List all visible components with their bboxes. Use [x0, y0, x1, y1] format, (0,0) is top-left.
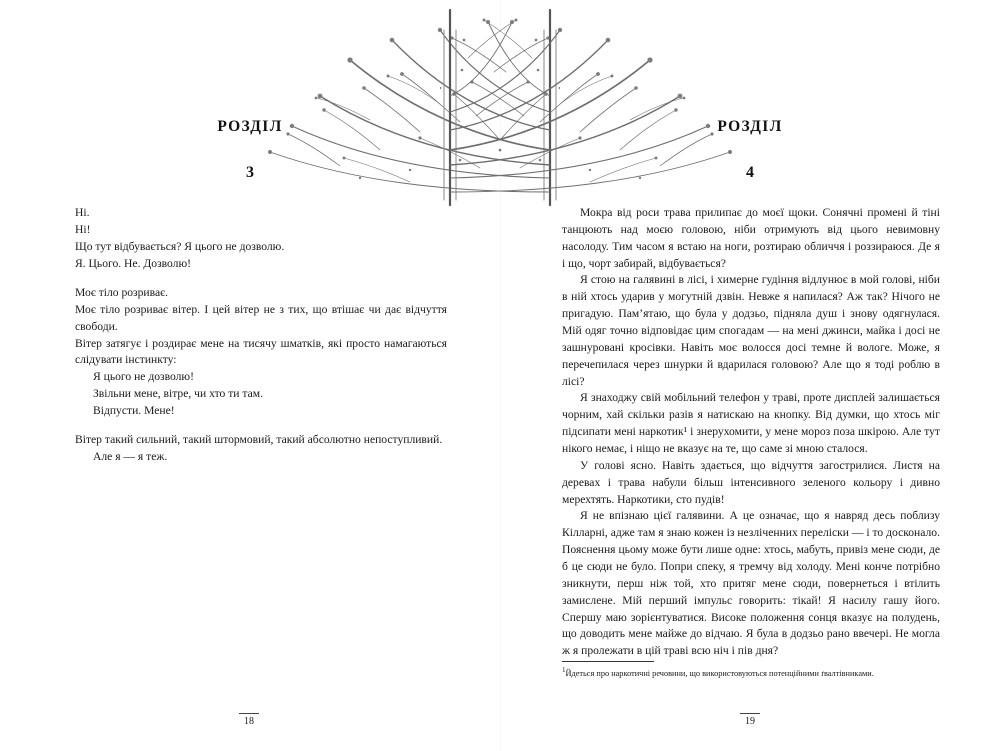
- paragraph: У голові ясно. Навіть здається, що відчуття загострилися. Листя на деревах і трава набули більш інтенсивного зеленого кольору і дивно мерехтять. Наркотики, сто пудів!: [562, 458, 940, 506]
- paragraph: Моє тіло розриває вітер. І цей вітер не з тих, що втішає чи дає відчуття свободи.: [75, 302, 447, 333]
- folio-left: [0, 713, 499, 728]
- page-gutter: [500, 0, 501, 751]
- paragraph: Я цього не дозволю!: [93, 370, 194, 384]
- chapter-label: РОЗДІЛ: [717, 118, 783, 135]
- paragraph: Ні!: [75, 222, 91, 236]
- footnote-text: [562, 666, 940, 679]
- right-page-body: [562, 205, 940, 660]
- chapter-number: 4: [746, 164, 754, 181]
- paragraph: Звільни мене, вітре, чи хто ти там.: [93, 387, 263, 401]
- page-number: 19: [745, 716, 755, 727]
- chapter-heading-left: [0, 118, 500, 182]
- chapter-label: РОЗДІЛ: [217, 118, 283, 135]
- paragraph: Я знаходжу свій мобільний телефон у траві, проте дисплей залишається чорним, хай скільки разів я натискаю на кнопку. Від думки, що хтось міг підсипати мені наркотик¹ і знерухомити, у мене мороз поза шкірою. Але тут нікого немає, і ніщо не вказує на те, що саме зі мною сталося.: [562, 391, 940, 456]
- right-page: [500, 0, 1000, 751]
- paragraph: Мокра від роси трава прилипає до моєї щоки. Сонячні промені й тіні танцюють над моєю головою, ніби отримують від цього невимовну насолоду. Тим часом я встаю на ноги, розтираю обличчя і роззираюся. Де я і що, чорт забирай, відбувається?: [562, 206, 940, 270]
- footnote-marker: 1: [562, 666, 566, 675]
- chapter-number: 3: [246, 164, 254, 181]
- folio-rule: [239, 713, 259, 714]
- paragraph: Що тут відбувається? Я цього не дозволю.: [75, 239, 285, 253]
- left-page-body: [75, 205, 447, 466]
- folio-right: [500, 713, 1000, 728]
- paragraph: Я. Цього. Не. Дозволю!: [75, 256, 191, 270]
- footnote-body: Йдеться про наркотичні речовини, що використовуються потенційними ґвалтівниками.: [565, 668, 874, 678]
- paragraph: Але я — я теж.: [93, 450, 168, 464]
- paragraph: Відпусти. Мене!: [93, 403, 175, 417]
- paragraph: Я стою на галявині в лісі, і химерне гудіння відлунює в мой голові, ніби в ній хтось ударив у могутній дзвін. Невже я напилася? Аж так? Нічого не пригадую. Пам’ятаю, що була у додзьо, підняла душ і знову одягнулася. Мій одяг точно відповідає цим спогадам — на мені джинси, майка і досі не зашнуровані кросівки. Навіть моє волосся досі темне й вологе. Може, я перечепилася через шнурки й вдарилася головою? Але що я тоді роблю в лісі?: [562, 273, 940, 388]
- paragraph: Вітер затягує і роздирає мене на тисячу шматків, які просто намагаються слідувати інстинкту:: [75, 336, 447, 367]
- chapter-heading-right: [500, 118, 1000, 182]
- paragraph: Ні.: [75, 206, 90, 219]
- paragraph: Я не впізнаю цієї галявини. А це означає, що я навряд десь поблизу Кілларні, адже там я знаю кожен із незліченних переліски — і то досконало. Пояснення цьому може бути лише одне: хтось, мабуть, привіз мене сюди, де б це сюди не було. Попри спеку, я тремчу від холоду. Мені конче потрібно зникнути, перш ніж той, хто притяг мене сюди, повернеться і втілить замислене. Мій перший імпульс говорить: тікай! Я насилу гашу його. Спершу маю зорієнтуватися. Високе положення сонця вказує на полудень, що доводить мене майже до відчаю. Я була в додзьо рано ввечері. Не могла ж я пролежати в цій траві всю ніч і пів дня?: [562, 509, 940, 658]
- folio-rule: [740, 713, 760, 714]
- footnote: [562, 661, 940, 679]
- page-number: 18: [244, 716, 254, 727]
- footnote-rule: [562, 661, 654, 662]
- paragraph: Вітер такий сильний, такий штормовий, такий абсолютно непоступливий.: [75, 433, 443, 447]
- paragraph: Моє тіло розриває.: [75, 285, 168, 299]
